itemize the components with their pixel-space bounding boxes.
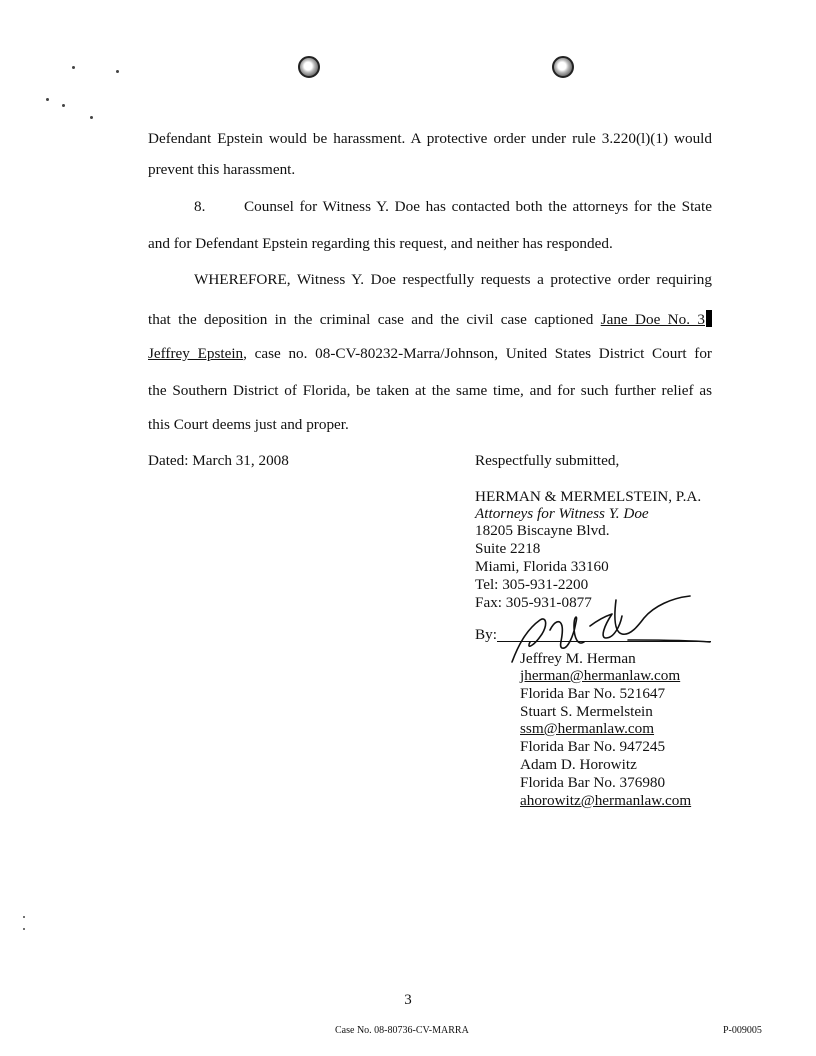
- hole-punch-mark-right: [552, 56, 574, 78]
- footer-case-number: Case No. 08-80736-CV-MARRA: [335, 1025, 469, 1036]
- body-line: Defendant Epstein would be harassment. A protective order under rule 3.220(l)(1) would: [148, 130, 712, 147]
- attorney-email-link[interactable]: jherman@hermanlaw.com: [520, 667, 681, 684]
- paragraph-8-line: [148, 199, 712, 214]
- wherefore-text: WHEREFORE, Witness Y. Doe respectfully requests a protective order requiring: [194, 271, 712, 288]
- attorney-bar-number: Florida Bar No. 521647: [520, 685, 666, 702]
- scan-speck: [62, 104, 65, 107]
- attorney-name: Stuart S. Mermelstein: [520, 703, 653, 720]
- dated-line: Dated: March 31, 2008: [148, 452, 289, 469]
- attorney-bar-number: Florida Bar No. 376980: [520, 774, 666, 791]
- firm-name: HERMAN & MERMELSTEIN, P.A.: [475, 488, 702, 505]
- attorney-email-link[interactable]: ssm@hermanlaw.com: [520, 720, 655, 737]
- scan-speck: [23, 928, 25, 930]
- attorney-name: Jeffrey M. Herman: [520, 650, 636, 667]
- wherefore-line: the Southern District of Florida, be taken at the same time, and for such further relief as: [148, 382, 712, 399]
- hole-punch-mark-left: [298, 56, 320, 78]
- attorney-email-link[interactable]: ahorowitz@hermanlaw.com: [520, 792, 692, 809]
- closing-line: Respectfully submitted,: [475, 452, 620, 469]
- page-number: 3: [404, 992, 412, 1008]
- address-line: Suite 2218: [475, 540, 541, 557]
- case-caption-part: Jeffrey Epstein: [148, 345, 244, 362]
- scan-speck: [116, 70, 119, 73]
- paragraph-number: 8.: [194, 198, 206, 215]
- paragraph-8-text: Counsel for Witness Y. Doe has contacted both the attorneys for the State: [244, 198, 712, 215]
- scan-speck: [23, 916, 25, 918]
- fax-line: Fax: 305-931-0877: [475, 594, 592, 611]
- wherefore-line: this Court deems just and proper.: [148, 416, 349, 433]
- wherefore-text: , case no. 08-CV-80232-Marra/Johnson, United States District Court for: [243, 345, 712, 362]
- wherefore-line: [148, 272, 712, 287]
- address-line: Miami, Florida 33160: [475, 558, 609, 575]
- paragraph-8-line: and for Defendant Epstein regarding this request, and neither has responded.: [148, 235, 613, 252]
- bates-number: P-009005: [723, 1025, 762, 1036]
- scan-speck: [90, 116, 93, 119]
- case-caption-part: Jane Doe No. 3: [600, 311, 705, 328]
- scan-speck: [72, 66, 75, 69]
- firm-role: Attorneys for Witness Y. Doe: [475, 505, 649, 522]
- phone-line: Tel: 305-931-2200: [475, 576, 589, 593]
- scan-speck: [46, 98, 49, 101]
- redaction-bar: [706, 310, 712, 327]
- by-label: By:: [475, 626, 497, 643]
- wherefore-text: that the deposition in the criminal case and the civil case captioned: [148, 311, 601, 328]
- attorney-name: Adam D. Horowitz: [520, 756, 637, 773]
- wherefore-line: [148, 346, 712, 361]
- attorney-bar-number: Florida Bar No. 947245: [520, 738, 666, 755]
- address-line: 18205 Biscayne Blvd.: [475, 522, 610, 539]
- body-line: prevent this harassment.: [148, 161, 296, 178]
- wherefore-line: [148, 310, 712, 327]
